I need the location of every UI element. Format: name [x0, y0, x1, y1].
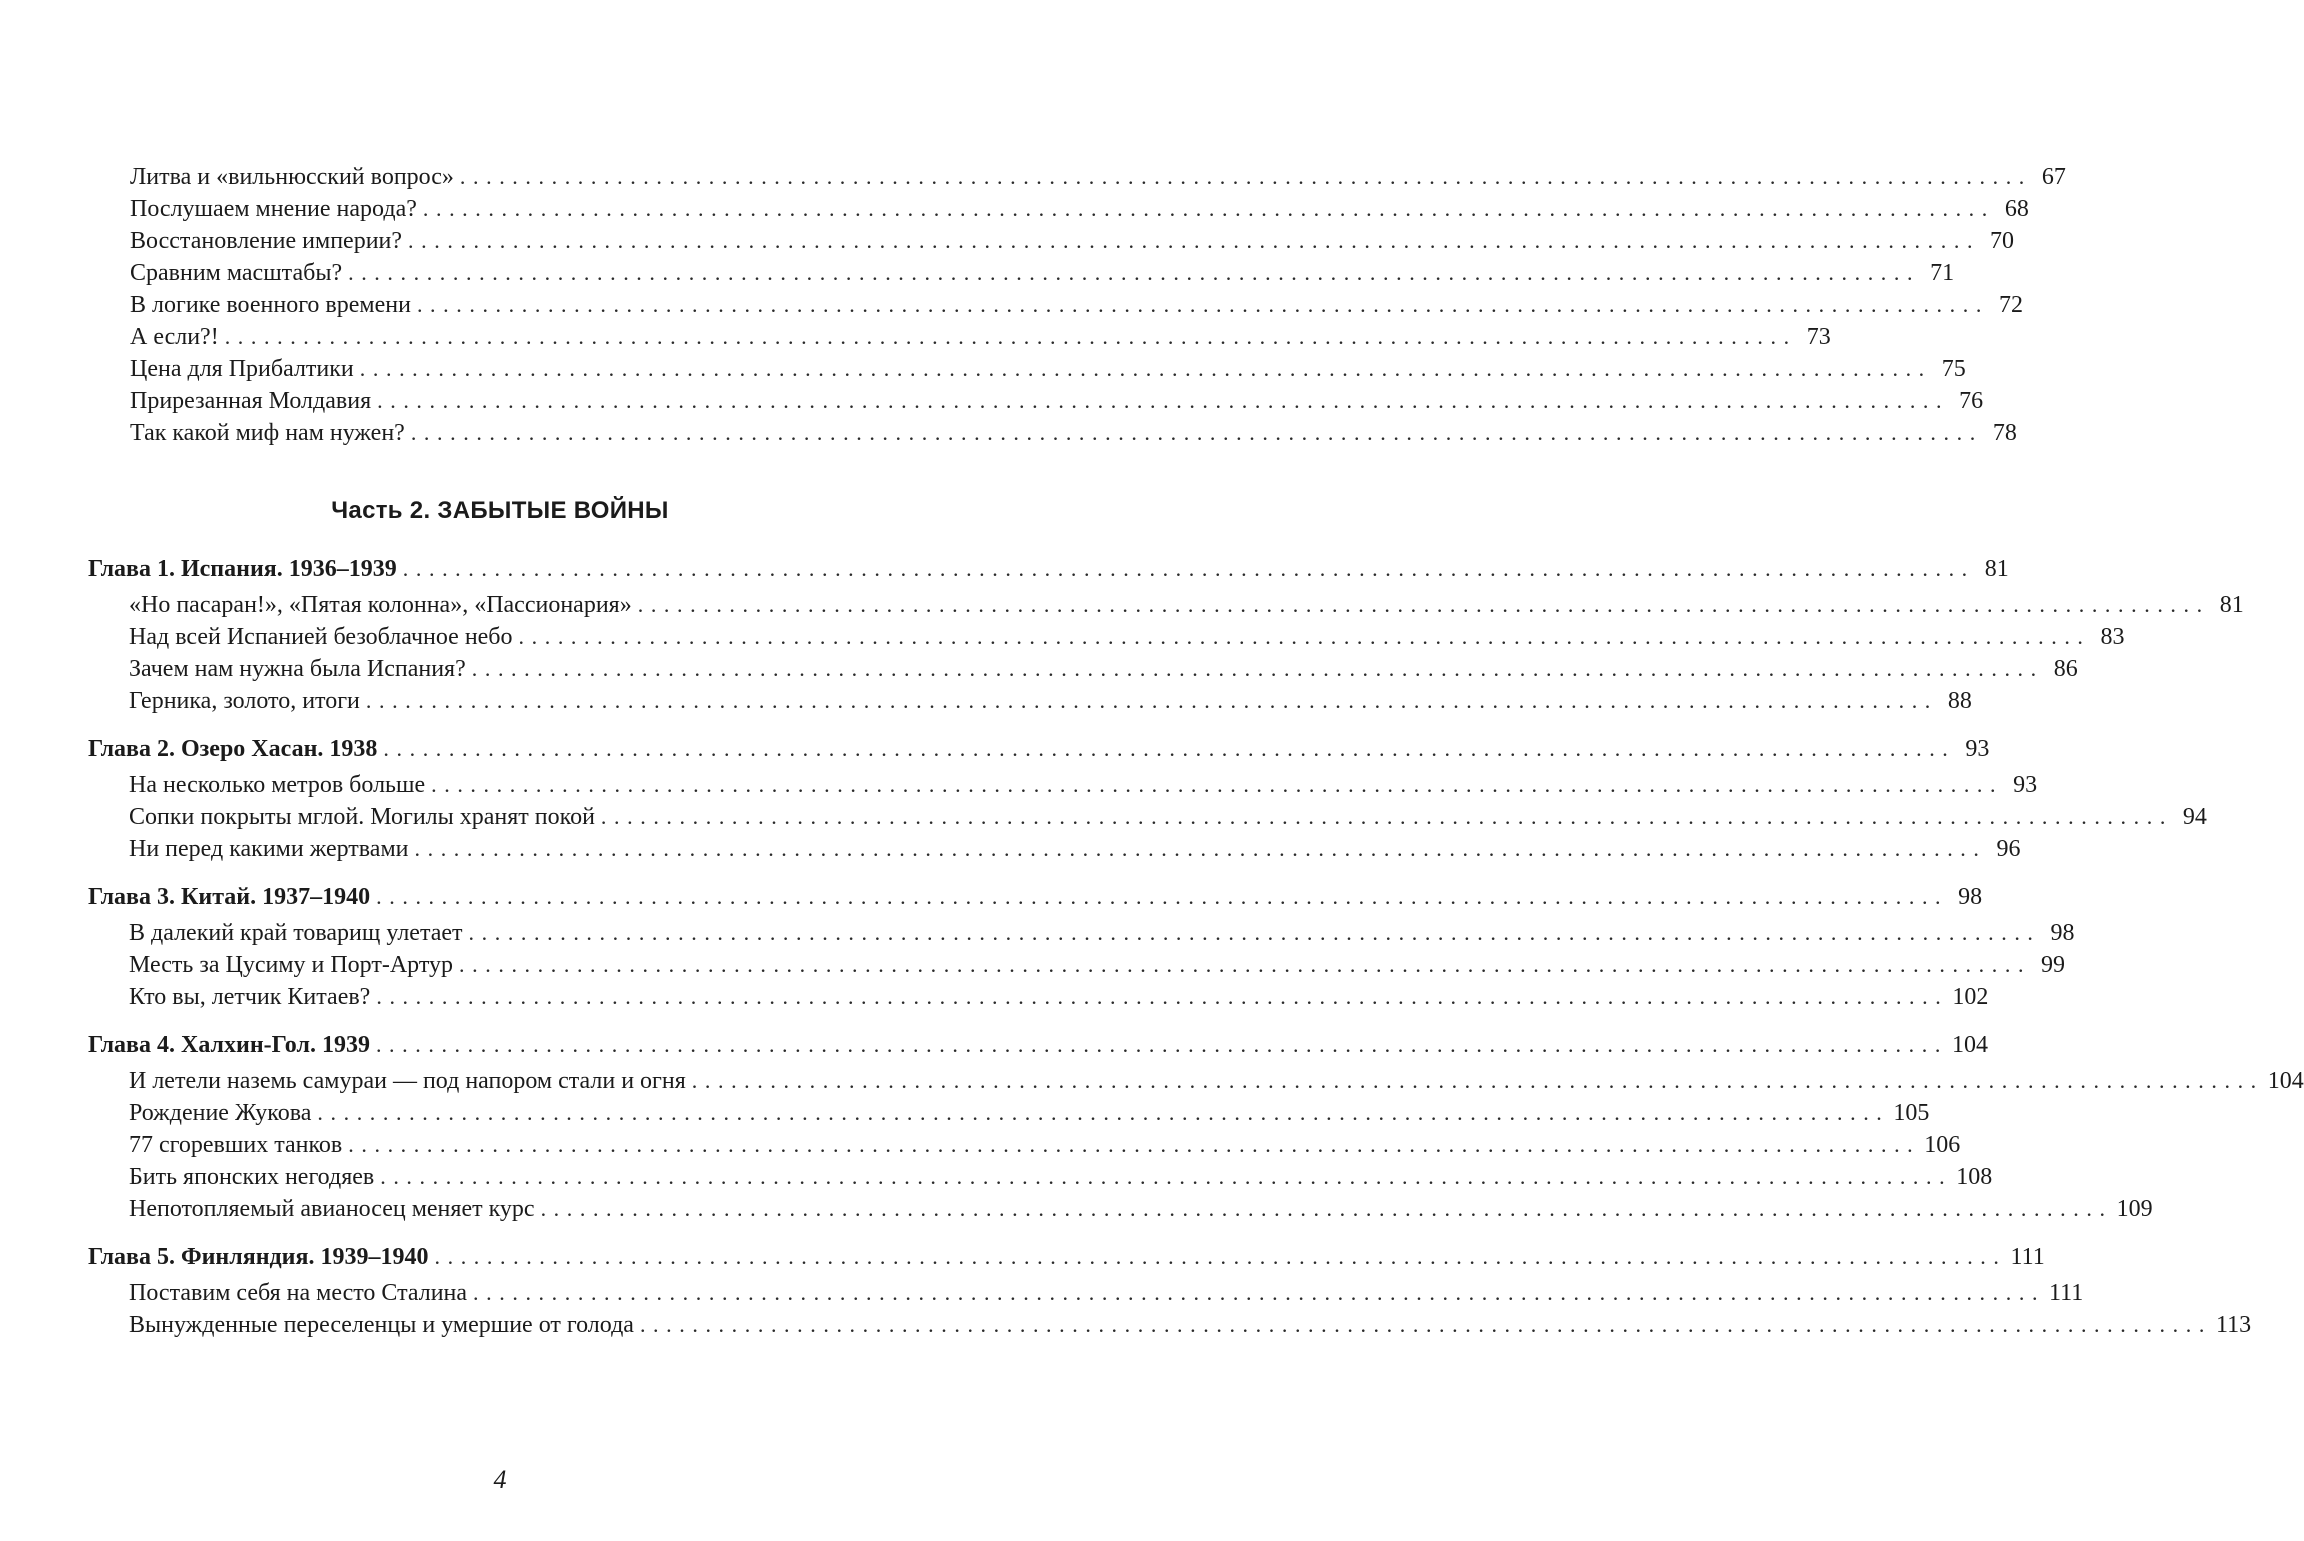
dot-leader: ........................................................................................................................ — [431, 772, 2004, 797]
entry-page: 75 — [1941, 356, 1966, 382]
chapter-title: Глава 1. Испания. 1936–1939 — [88, 556, 397, 582]
toc-entry — [130, 385, 1984, 417]
toc-entry — [130, 161, 2066, 193]
dot-leader: ........................................................................................................................ — [691, 1068, 2264, 1093]
section-page: 88 — [1947, 688, 1972, 714]
page-number: 4 — [493, 1465, 507, 1494]
entry-title: Литва и «вильнюсский вопрос» — [130, 164, 454, 190]
section-page: 102 — [1952, 984, 1989, 1010]
section-entry — [88, 1097, 1930, 1129]
entry-page: 70 — [1990, 228, 2015, 254]
section-page: 106 — [1924, 1132, 1961, 1158]
section-entry — [88, 1193, 2153, 1225]
dot-leader: ........................................................................................................................ — [377, 388, 1950, 413]
section-entry — [88, 1161, 1993, 1193]
chapter-page: 81 — [1984, 556, 2009, 582]
dot-leader: ........................................................................................................................ — [410, 420, 1983, 445]
chapter-title: Глава 4. Халхин-Гол. 1939 — [88, 1032, 370, 1058]
section-page: 105 — [1893, 1100, 1930, 1126]
entry-title: В логике военного времени — [130, 292, 411, 318]
section-page: 108 — [1956, 1164, 1993, 1190]
dot-leader: ........................................................................................................................ — [348, 1132, 1921, 1157]
section-title: В далекий край товарищ улетает — [129, 920, 463, 946]
section-entry — [88, 685, 1972, 717]
entry-title: Сравним масштабы? — [130, 260, 343, 286]
chapter-title: Глава 5. Финляндия. 1939–1940 — [88, 1244, 429, 1270]
section-page: 109 — [2116, 1196, 2153, 1222]
section-page: 98 — [2050, 920, 2075, 946]
dot-leader: ........................................................................................................................ — [359, 356, 1932, 381]
section-page: 86 — [2053, 656, 2078, 682]
section-title: Непотопляемый авианосец меняет курс — [129, 1196, 535, 1222]
section-title: 77 сгоревших танков — [129, 1132, 343, 1158]
section-title: Ни перед какими жертвами — [129, 836, 409, 862]
entry-page: 72 — [1998, 292, 2023, 318]
section-entry — [88, 1065, 2304, 1097]
chapter-entry — [88, 553, 2009, 585]
dot-leader: ........................................................................................................................ — [348, 260, 1921, 285]
section-entry — [88, 653, 2078, 685]
toc-entry — [130, 289, 2023, 321]
section-page: 113 — [2215, 1312, 2252, 1338]
dot-leader: ........................................................................................................................ — [471, 656, 2044, 681]
section-page: 111 — [2049, 1280, 2084, 1306]
entry-title: Послушаем мнение народа? — [130, 196, 417, 222]
section-page: 81 — [2219, 592, 2244, 618]
dot-leader: ........................................................................................................................ — [408, 228, 1981, 253]
dot-leader: ........................................................................................................................ — [468, 920, 2041, 945]
section-entry — [88, 769, 2038, 801]
section-title: Сопки покрыты мглой. Могилы хранят покой — [129, 804, 595, 830]
chapter-entry — [88, 1029, 1988, 1061]
dot-leader: ........................................................................................................................ — [639, 1312, 2212, 1337]
section-entry — [88, 833, 2021, 865]
section-page: 83 — [2100, 624, 2125, 650]
dot-leader: ........................................................................................................................ — [402, 556, 1975, 581]
toc-entry — [130, 257, 1955, 289]
section-page: 93 — [2013, 772, 2038, 798]
dot-leader: ........................................................................................................................ — [473, 1280, 2046, 1305]
chapter-title: Глава 2. Озеро Хасан. 1938 — [88, 736, 378, 762]
dot-leader: ........................................................................................................................ — [434, 1244, 2007, 1269]
dot-leader: ........................................................................................................................ — [416, 292, 1989, 317]
section-page: 99 — [2041, 952, 2066, 978]
entry-title: Прирезанная Молдавия — [130, 388, 372, 414]
section-entry — [88, 1277, 2084, 1309]
entry-page: 78 — [1992, 420, 2017, 446]
toc-entry — [130, 417, 2017, 449]
section-title: Бить японских негодяев — [129, 1164, 375, 1190]
dot-leader: ........................................................................................................................ — [540, 1196, 2113, 1221]
dot-leader: ........................................................................................................................ — [376, 984, 1949, 1009]
section-title: И летели наземь самураи — под напором стали и огня — [129, 1068, 686, 1094]
chapter-page: 98 — [1958, 884, 1983, 910]
section-title: Над всей Испанией безоблачное небо — [129, 624, 513, 650]
section-entry — [88, 621, 2125, 653]
dot-leader: ........................................................................................................................ — [224, 324, 1797, 349]
dot-leader: ........................................................................................................................ — [459, 952, 2032, 977]
dot-leader: ........................................................................................................................ — [380, 1164, 1953, 1189]
section-entry — [88, 589, 2244, 621]
toc-entry — [130, 225, 2015, 257]
section-title: Рождение Жукова — [129, 1100, 312, 1126]
section-entry — [88, 1129, 1961, 1161]
section-page: 104 — [2267, 1068, 2304, 1094]
dot-leader: ........................................................................................................................ — [375, 1032, 1948, 1057]
section-entry — [88, 949, 2066, 981]
toc-entry — [130, 193, 2029, 225]
dot-leader: ........................................................................................................................ — [637, 592, 2210, 617]
dot-leader: ........................................................................................................................ — [376, 884, 1949, 909]
chapter-entry — [88, 733, 1990, 765]
section-entry — [88, 801, 2207, 833]
dot-leader: ........................................................................................................................ — [459, 164, 2032, 189]
dot-leader: ........................................................................................................................ — [600, 804, 2173, 829]
dot-leader: ........................................................................................................................ — [422, 196, 1995, 221]
section-title: На несколько метров больше — [129, 772, 426, 798]
dot-leader: ........................................................................................................................ — [518, 624, 2091, 649]
section-entry — [88, 1309, 2252, 1341]
section-entry — [88, 917, 2075, 949]
entry-page: 73 — [1806, 324, 1831, 350]
dot-leader: ........................................................................................................................ — [414, 836, 1987, 861]
chapter-entry — [88, 1241, 2045, 1273]
section-title: Кто вы, летчик Китаев? — [129, 984, 371, 1010]
dot-leader: ........................................................................................................................ — [383, 736, 1956, 761]
entry-page: 76 — [1959, 388, 1984, 414]
section-page: 94 — [2182, 804, 2207, 830]
entry-title: Восстановление империи? — [130, 228, 403, 254]
chapter-page: 93 — [1965, 736, 1990, 762]
dot-leader: ........................................................................................................................ — [365, 688, 1938, 713]
section-title: Герника, золото, итоги — [129, 688, 360, 714]
entry-title: А если?! — [130, 324, 219, 350]
section-title: Зачем нам нужна была Испания? — [129, 656, 466, 682]
entry-page: 68 — [2004, 196, 2029, 222]
toc-entry — [130, 353, 1966, 385]
toc-top-list — [130, 161, 2066, 449]
section-title: Поставим себя на место Сталина — [129, 1280, 468, 1306]
part-heading: Часть 2. ЗАБЫТЫЕ ВОЙНЫ — [331, 497, 669, 524]
toc-chapters — [88, 553, 2304, 1341]
section-entry — [88, 981, 1989, 1013]
chapter-page: 111 — [2010, 1244, 2045, 1270]
chapter-entry — [88, 881, 1983, 913]
section-title: «Но пасаран!», «Пятая колонна», «Пассионария» — [129, 592, 632, 618]
entry-page: 71 — [1930, 260, 1955, 286]
entry-title: Цена для Прибалтики — [130, 356, 354, 382]
toc-entry — [130, 321, 1831, 353]
section-title: Вынужденные переселенцы и умершие от голода — [129, 1312, 634, 1338]
section-title: Месть за Цусиму и Порт-Артур — [129, 952, 454, 978]
chapter-title: Глава 3. Китай. 1937–1940 — [88, 884, 371, 910]
section-page: 96 — [1996, 836, 2021, 862]
chapter-page: 104 — [1951, 1032, 1988, 1058]
dot-leader: ........................................................................................................................ — [317, 1100, 1890, 1125]
entry-title: Так какой миф нам нужен? — [130, 420, 405, 446]
entry-page: 67 — [2041, 164, 2066, 190]
